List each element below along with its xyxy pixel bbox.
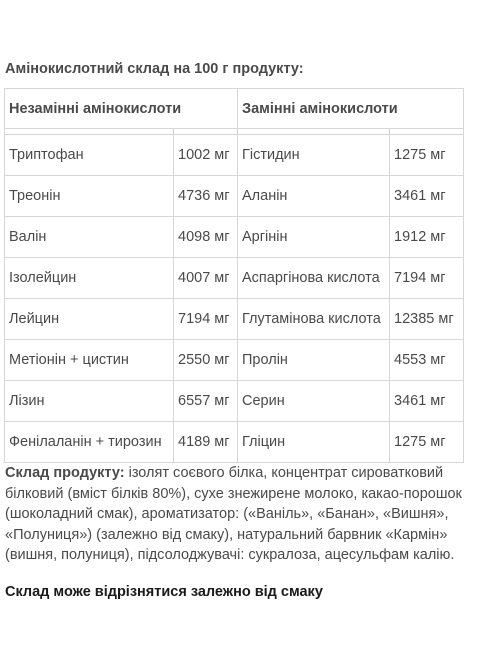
table-row bbox=[5, 176, 464, 217]
nonessential-amount: 12385 мг bbox=[390, 299, 464, 340]
essential-amount: 4189 мг bbox=[174, 422, 238, 463]
nonessential-name: Гістидин bbox=[238, 135, 390, 176]
header-nonessential: Замінні амінокислоти bbox=[238, 89, 464, 129]
header-essential: Незамінні амінокислоти bbox=[5, 89, 238, 129]
nonessential-amount: 1275 мг bbox=[390, 135, 464, 176]
table-header-row bbox=[5, 89, 464, 129]
nonessential-name: Пролін bbox=[238, 340, 390, 381]
essential-name: Ізолейцин bbox=[5, 258, 174, 299]
nonessential-amount: 1912 мг bbox=[390, 217, 464, 258]
table-row bbox=[5, 217, 464, 258]
nonessential-amount: 7194 мг bbox=[390, 258, 464, 299]
composition-label: Склад продукту: bbox=[5, 465, 125, 481]
essential-name: Метіонін + цистин bbox=[5, 340, 174, 381]
nonessential-name: Аргінін bbox=[238, 217, 390, 258]
essential-name: Лізин bbox=[5, 381, 174, 422]
essential-name: Лейцин bbox=[5, 299, 174, 340]
table-row bbox=[5, 381, 464, 422]
nonessential-name: Глутамінова кислота bbox=[238, 299, 390, 340]
table-row bbox=[5, 340, 464, 381]
table-row bbox=[5, 299, 464, 340]
nonessential-name: Аланін bbox=[238, 176, 390, 217]
composition-text: ізолят соєвого білка, концентрат сироватковий білковий (вміст білків 80%), сухе знежирене молоко, какао-порошок (шоколадний смак), ароматизатор: («Ваніль», «Банан», «Вишня», «Полуниця») (залежно від смаку), натуральний барвник «Кармін» (вишня, полуниця), підсолоджувачі: сукралоза, ацесульфам калію. bbox=[5, 465, 462, 563]
nonessential-amount: 3461 мг bbox=[390, 381, 464, 422]
essential-amount: 7194 мг bbox=[174, 299, 238, 340]
amino-acid-table bbox=[4, 88, 464, 463]
nonessential-amount: 4553 мг bbox=[390, 340, 464, 381]
nonessential-name: Гліцин bbox=[238, 422, 390, 463]
essential-name: Триптофан bbox=[5, 135, 174, 176]
nonessential-amount: 3461 мг bbox=[390, 176, 464, 217]
essential-amount: 4007 мг bbox=[174, 258, 238, 299]
essential-name: Фенілаланін + тирозин bbox=[5, 422, 174, 463]
essential-name: Треонін bbox=[5, 176, 174, 217]
essential-amount: 4736 мг bbox=[174, 176, 238, 217]
essential-amount: 2550 мг bbox=[174, 340, 238, 381]
product-composition bbox=[5, 463, 481, 566]
essential-amount: 1002 мг bbox=[174, 135, 238, 176]
nonessential-amount: 1275 мг bbox=[390, 422, 464, 463]
flavor-note: Склад може відрізнятися залежно від смаку bbox=[5, 584, 323, 600]
nonessential-name: Аспаргінова кислота bbox=[238, 258, 390, 299]
table-row bbox=[5, 135, 464, 176]
essential-name: Валін bbox=[5, 217, 174, 258]
table-row bbox=[5, 258, 464, 299]
section-heading: Амінокислотний склад на 100 г продукту: bbox=[5, 61, 304, 77]
table-row bbox=[5, 422, 464, 463]
essential-amount: 6557 мг bbox=[174, 381, 238, 422]
nonessential-name: Серин bbox=[238, 381, 390, 422]
essential-amount: 4098 мг bbox=[174, 217, 238, 258]
